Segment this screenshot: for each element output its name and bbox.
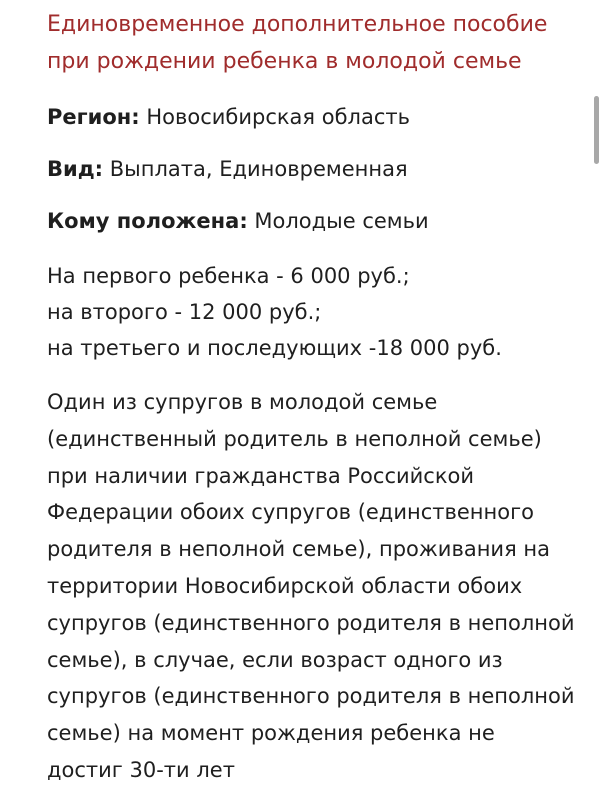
- region-value: Новосибирская область: [139, 105, 410, 129]
- eligibility-row: [47, 206, 577, 236]
- article: [47, 0, 577, 789]
- kind-label: Вид:: [47, 157, 104, 181]
- scrollbar-thumb[interactable]: [594, 96, 599, 164]
- article-title: Единовременное дополнительное пособие при рождении ребенка в молодой семье: [47, 12, 548, 74]
- eligibility-description: Один из супругов в молодой семье (единственный родитель в неполной семье) при наличии гражданства Российской Федерации обоих супругов (единственного родителя в неполной семье), проживания на территории Новосибирской области обоих супругов (единственного родителя в неполной семье), в случае, если возраст одного из супругов (единственного родителя в неполной семье) на момент рождения ребенка не достиг 30-ти лет: [47, 390, 575, 782]
- region-row: [47, 102, 577, 132]
- eligibility-label: Кому положена:: [47, 209, 248, 233]
- kind-value: Выплата, Единовременная: [103, 157, 408, 181]
- amount-line: на третьего и последующих -18 000 руб.: [47, 336, 502, 360]
- eligibility-value: Молодые семьи: [247, 209, 429, 233]
- amounts-block: [47, 258, 577, 366]
- scrollbar[interactable]: [592, 0, 600, 793]
- amount-line: На первого ребенка - 6 000 руб.;: [47, 264, 410, 288]
- amount-line: на второго - 12 000 руб.;: [47, 300, 322, 324]
- kind-row: [47, 154, 577, 184]
- region-label: Регион:: [47, 105, 140, 129]
